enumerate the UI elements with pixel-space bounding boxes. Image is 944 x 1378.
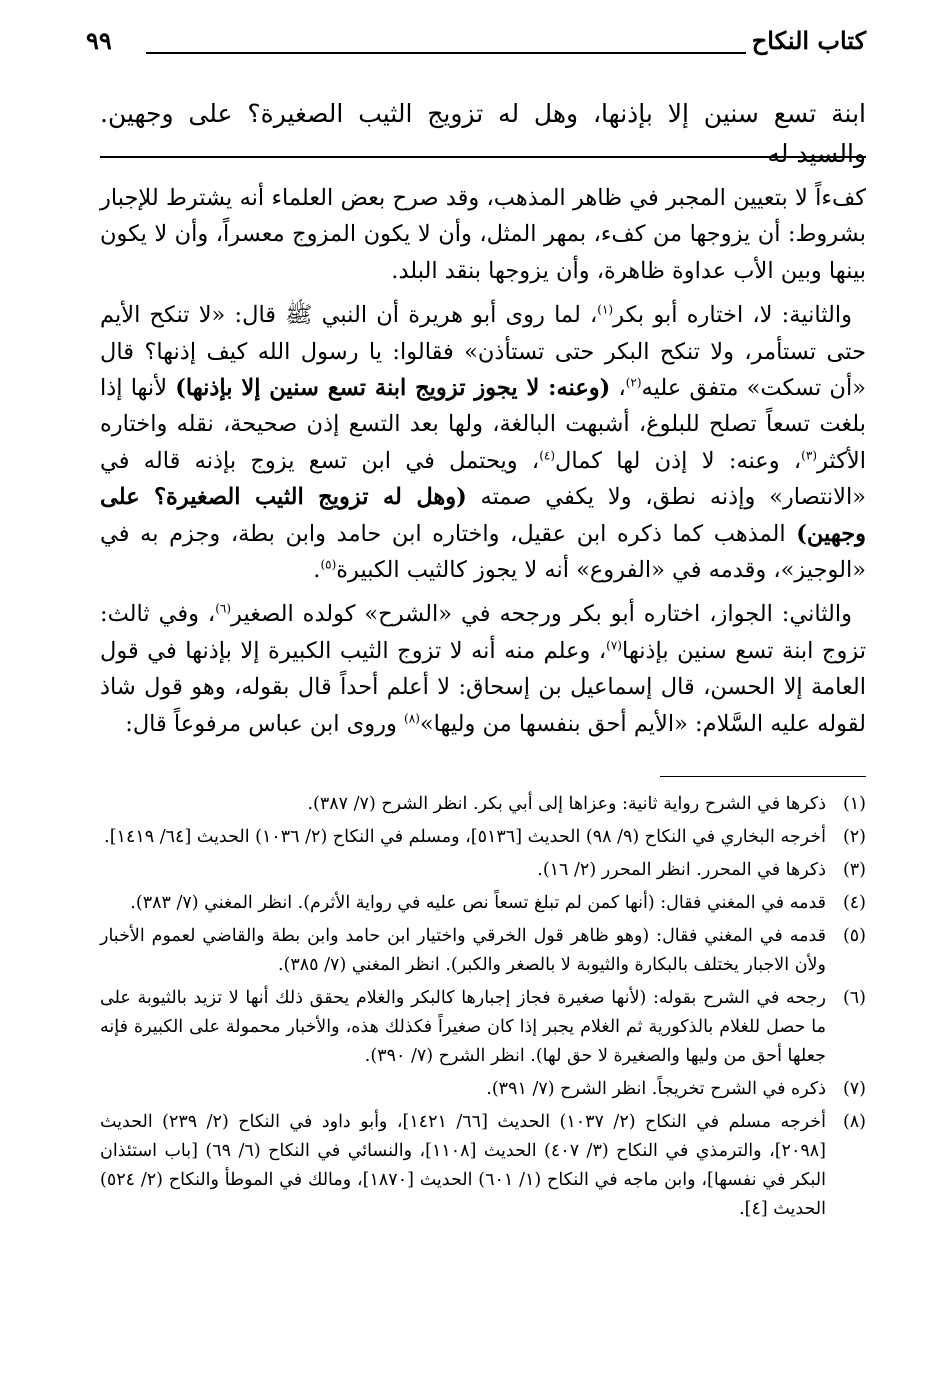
footnote-text: رجحه في الشرح بقوله: (لأنها صغيرة فجاز إجبارها كالبكر والغلام يحقق ذلك أنها لا تزيد بالثيوبة على ما حصل للغلام بالذكورية ثم الغلام يجبر إذا كان صغيراً فكذلك هذه، والأخبار محمولة على الكبيرة فإنه جعلها أحق من وليها والصغيرة لا حق لها). انظر الشرح (٧/ ٣٩٠). — [100, 988, 826, 1066]
footnote-text: ذكره في الشرح تخريجاً. انظر الشرح (٧/ ٣٩١). — [486, 1079, 826, 1099]
footnote — [100, 823, 866, 852]
footnote-ref: (٧) — [606, 638, 622, 653]
footnotes — [100, 790, 866, 1228]
footnote-number: (٧) — [842, 1079, 866, 1099]
text-run: لأنها إذا بلغت تسعاً تصلح للبلوغ، أشبهت البالغة، ولها بعد التسع إذن صحيحة، نقله واختاره الأكثر — [100, 375, 866, 474]
text-run: ، ويحتمل في ابن تسع يزوج بإذنه قاله في «الانتصار» وإذنه نطق، ولا يكفي صمته — [100, 447, 866, 511]
footnote-text: أخرجه البخاري في النكاح (٩/ ٩٨) الحديث [٥١٣٦]، ومسلم في النكاح (٢/ ١٠٣٦) الحديث [٦٤/ ١٤١٩]. — [104, 827, 826, 847]
page-number: ٩٩ — [86, 26, 112, 55]
footnote-ref: (٤) — [539, 448, 556, 463]
footnote-number: (١) — [842, 794, 866, 814]
text-run: . — [313, 557, 321, 584]
commentary-paragraph — [100, 596, 866, 742]
text-run: ، وعنه: لا إذن لها كمال — [555, 447, 802, 474]
footnote-number: (٢) — [842, 827, 866, 847]
footnote-ref: (٥) — [320, 557, 337, 572]
commentary-body — [100, 180, 866, 750]
text-run: ، وعلم منه أنه لا تزوج الثيب الكبيرة إلا بإذنها في قول العامة إلا الحسن، قال إسماعيل بن إسحاق: لا أعلم أحداً قال بقوله، وهو قول شاذ لقوله عليه السَّلام: «الأيم أحق بنفسها من وليها» — [100, 637, 866, 737]
footnote-number: (٣) — [842, 860, 866, 880]
footnote-text: قدمه في المغني فقال: (وهو ظاهر قول الخرقي واختيار ابن حامد وابن بطة والقاضي لعموم الأخبار ولأن الاجبار يختلف بالبكارة والثيوبة لا بالصغر والكبر). انظر المغني (٧/ ٣٨٥). — [100, 926, 826, 975]
footnote-number: (٦) — [842, 988, 866, 1008]
footnote-number: (٤) — [842, 893, 866, 913]
text-run: المذهب كما ذكره ابن عقيل، واختاره ابن حامد وابن بطة، وجزم به في «الوجيز»، وقدمه في «الفروع» أنه لا يجوز كالثيب الكبيرة — [100, 520, 866, 584]
footnote-text: ذكرها في الشرح رواية ثانية: وعزاها إلى أبي بكر. انظر الشرح (٧/ ٣٨٧). — [307, 794, 826, 814]
running-header — [86, 26, 866, 62]
quoted-matn: (وهل له تزويج الثيب الصغيرة؟ على وجهين) — [100, 484, 866, 547]
text-run: وروى ابن عباس مرفوعاً قال: — [125, 710, 405, 737]
footnote-separator — [660, 776, 866, 777]
footnote — [100, 889, 866, 918]
footnote — [100, 856, 866, 885]
text-run: كفءاً لا بتعيين المجبر في ظاهر المذهب، وقد صرح بعض العلماء أنه يشترط للإجبار بشروط: أن يزوجها من كفء، بمهر المثل، وأن لا يكون المزوج معسراً، وأن لا يكون بينها وبين الأب عداوة ظاهرة، وأن يزوجها بنقد البلد. — [100, 185, 866, 284]
footnote-ref: (٨) — [404, 711, 420, 726]
book-title: كتاب النكاح — [751, 26, 866, 55]
footnote-number: (٥) — [842, 926, 866, 946]
footnote — [100, 790, 866, 819]
footnote — [100, 984, 866, 1071]
footnote-ref: (٣) — [801, 448, 817, 463]
footnote-text: أخرجه مسلم في النكاح (٢/ ١٠٣٧) الحديث [٦٦/ ١٤٢١]، وأبو داود في النكاح (٢/ ٢٣٩) الحديث [٢٠٩٨]، والترمذي في النكاح (٣/ ٤٠٧) الحديث [١١٠٨]، والنسائي في النكاح (٦/ ٦٩) [باب استئذان البكر في نفسها]، وابن ماجه في النكاح (١/ ٦٠١) الحديث [١٨٧٠]، ومالك في الموطأ والنكاح (٢/ ٥٢٤) الحديث [٤]. — [100, 1112, 826, 1219]
footnote-ref: (١) — [597, 302, 614, 317]
footnote — [100, 1075, 866, 1104]
footnote-text: قدمه في المغني فقال: (أنها كمن لم تبلغ تسعاً نص عليه في رواية الأثرم). انظر المغني (٧/ ٣٨٣). — [130, 893, 826, 913]
footnote — [100, 1108, 866, 1224]
footnote-text: ذكرها في المحرر. انظر المحرر (٢/ ١٦). — [537, 860, 826, 880]
text-run: ، لما روى أبو هريرة أن النبي ﷺ قال: «لا تنكح الأيم حتى تستأمر، ولا تنكح البكر حتى تستأذن» فقالوا: يا رسول الله كيف إذنها؟ قال «أن تسكت» متفق عليه — [100, 302, 866, 402]
text-run: والثاني: الجواز، اختاره أبو بكر ورجحه في «الشرح» كولده الصغير — [231, 601, 853, 628]
text-run: ، — [610, 375, 626, 402]
commentary-paragraph — [100, 180, 866, 289]
header-rule — [146, 52, 746, 54]
text-run: ، وفي ثالث: تزوج ابنة تسع سنين بإذنها — [100, 601, 866, 664]
quoted-matn: (وعنه: لا يجوز تزويج ابنة تسع سنين إلا بإذنها) — [175, 375, 611, 402]
footnote — [100, 922, 866, 980]
footnote-number: (٨) — [842, 1112, 866, 1132]
footnote-ref: (٢) — [625, 375, 642, 390]
footnote-ref: (٦) — [215, 601, 232, 616]
matn-text: ابنة تسع سنين إلا بإذنها، وهل له تزويج الثيب الصغيرة؟ على وجهين. والسيد له — [100, 99, 866, 168]
commentary-paragraph — [100, 297, 866, 588]
matn-separator — [100, 156, 866, 158]
text-run: والثانية: لا، اختاره أبو بكر — [613, 302, 852, 329]
